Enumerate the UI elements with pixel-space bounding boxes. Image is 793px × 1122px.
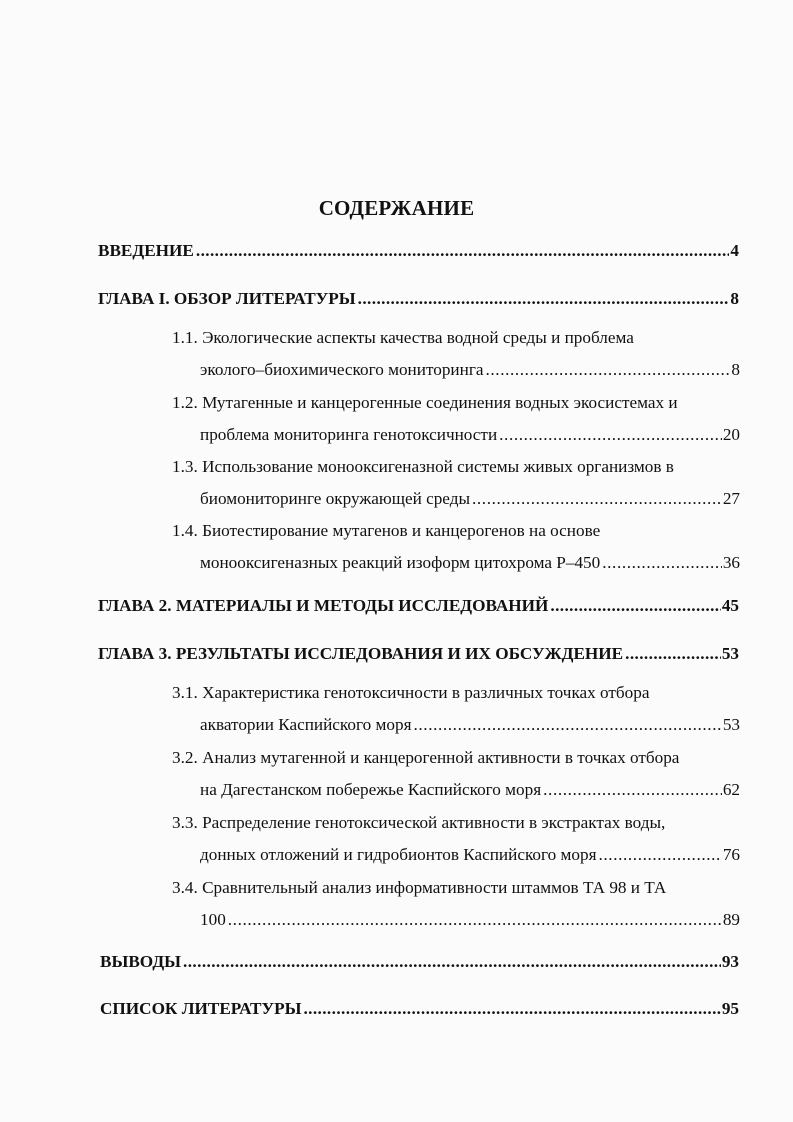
toc-section-label: донных отложений и гидробионтов Каспийского моря [200, 845, 597, 864]
toc-section-page: 27 [722, 489, 740, 508]
toc-entry-label: ВВЕДЕНИЕ [98, 241, 194, 260]
toc-leader-dots [196, 240, 730, 262]
toc-section-3-4-line1: 3.4. Сравнительный анализ информативности штаммов ТА 98 и ТА [172, 878, 667, 897]
toc-leader-dots [543, 779, 722, 801]
toc-section-page: 36 [722, 553, 740, 572]
toc-section-3-1-line1: 3.1. Характеристика генотоксичности в различных точках отбора [172, 683, 650, 702]
toc-leader-dots [499, 424, 722, 446]
toc-leader-dots [414, 714, 722, 736]
toc-section-3-3 [200, 844, 740, 866]
toc-section-label: биомониторинге окружающей среды [200, 489, 470, 508]
toc-section-page: 20 [722, 425, 740, 444]
toc-section-1-2-line1: 1.2. Мутагенные и канцерогенные соединения водных экосистемах и [172, 393, 678, 412]
toc-section-1-3 [200, 488, 740, 510]
page-title: СОДЕРЖАНИЕ [318, 196, 475, 220]
toc-section-1-4 [200, 552, 740, 574]
toc-entry-introduction [98, 240, 739, 262]
toc-section-page: 76 [722, 845, 740, 864]
toc-section-page: 62 [722, 780, 740, 799]
toc-section-1-4-line1: 1.4. Биотестирование мутагенов и канцерогенов на основе [172, 521, 601, 540]
toc-section-label: 100 [200, 910, 226, 929]
toc-entry-label: ГЛАВА 3. РЕЗУЛЬТАТЫ ИССЛЕДОВАНИЯ И ИХ ОБСУЖДЕНИЕ [98, 644, 624, 663]
toc-entry-page: 4 [730, 241, 739, 260]
toc-leader-dots [358, 288, 730, 310]
toc-leader-dots [183, 951, 721, 973]
toc-entry-page: 95 [721, 999, 739, 1018]
toc-entry-chapter-2 [98, 595, 739, 617]
toc-section-page: 89 [722, 910, 740, 929]
toc-entry-page: 93 [721, 952, 739, 971]
toc-leader-dots [602, 552, 722, 574]
toc-entry-chapter-3 [98, 643, 739, 665]
toc-section-3-2-line1: 3.2. Анализ мутагенной и канцерогенной активности в точках отбора [172, 748, 680, 767]
toc-section-label: акватории Каспийского моря [200, 715, 412, 734]
toc-leader-dots [228, 909, 722, 931]
toc-section-3-3-line1: 3.3. Распределение генотоксической активности в экстрактах воды, [172, 813, 666, 832]
toc-leader-dots [550, 595, 720, 617]
toc-entry-conclusions [100, 951, 739, 973]
toc-entry-label: ВЫВОДЫ [100, 952, 182, 971]
toc-section-1-1-line1: 1.1. Экологические аспекты качества водной среды и проблема [172, 328, 634, 347]
toc-leader-dots [303, 998, 720, 1020]
toc-entry-page: 45 [721, 596, 739, 615]
toc-section-3-1 [200, 714, 740, 736]
toc-section-label: эколого–биохимического мониторинга [200, 360, 484, 379]
toc-section-3-2 [200, 779, 740, 801]
toc-section-page: 53 [722, 715, 740, 734]
toc-entry-label: ГЛАВА I. ОБЗОР ЛИТЕРАТУРЫ [98, 289, 356, 308]
toc-section-1-1 [200, 359, 740, 381]
toc-section-label: проблема мониторинга генотоксичности [200, 425, 498, 444]
toc-entry-page: 8 [730, 289, 739, 308]
toc-leader-dots [625, 643, 721, 665]
toc-entry-label: СПИСОК ЛИТЕРАТУРЫ [100, 999, 302, 1018]
toc-section-label: монооксигеназных реакций изоформ цитохрома Р–450 [200, 553, 601, 572]
toc-leader-dots [599, 844, 722, 866]
toc-section-1-2 [200, 424, 740, 446]
toc-section-label: на Дагестанском побережье Каспийского моря [200, 780, 542, 799]
toc-entry-references [100, 998, 739, 1020]
toc-entry-page: 53 [721, 644, 739, 663]
toc-entry-label: ГЛАВА 2. МАТЕРИАЛЫ И МЕТОДЫ ИССЛЕДОВАНИЙ [98, 596, 549, 615]
toc-section-1-3-line1: 1.3. Использование монооксигеназной системы живых организмов в [172, 457, 674, 476]
toc-leader-dots [486, 359, 731, 381]
toc-section-3-4 [200, 909, 740, 931]
toc-entry-chapter-1 [98, 288, 739, 310]
toc-leader-dots [472, 488, 722, 510]
toc-section-page: 8 [731, 360, 740, 379]
